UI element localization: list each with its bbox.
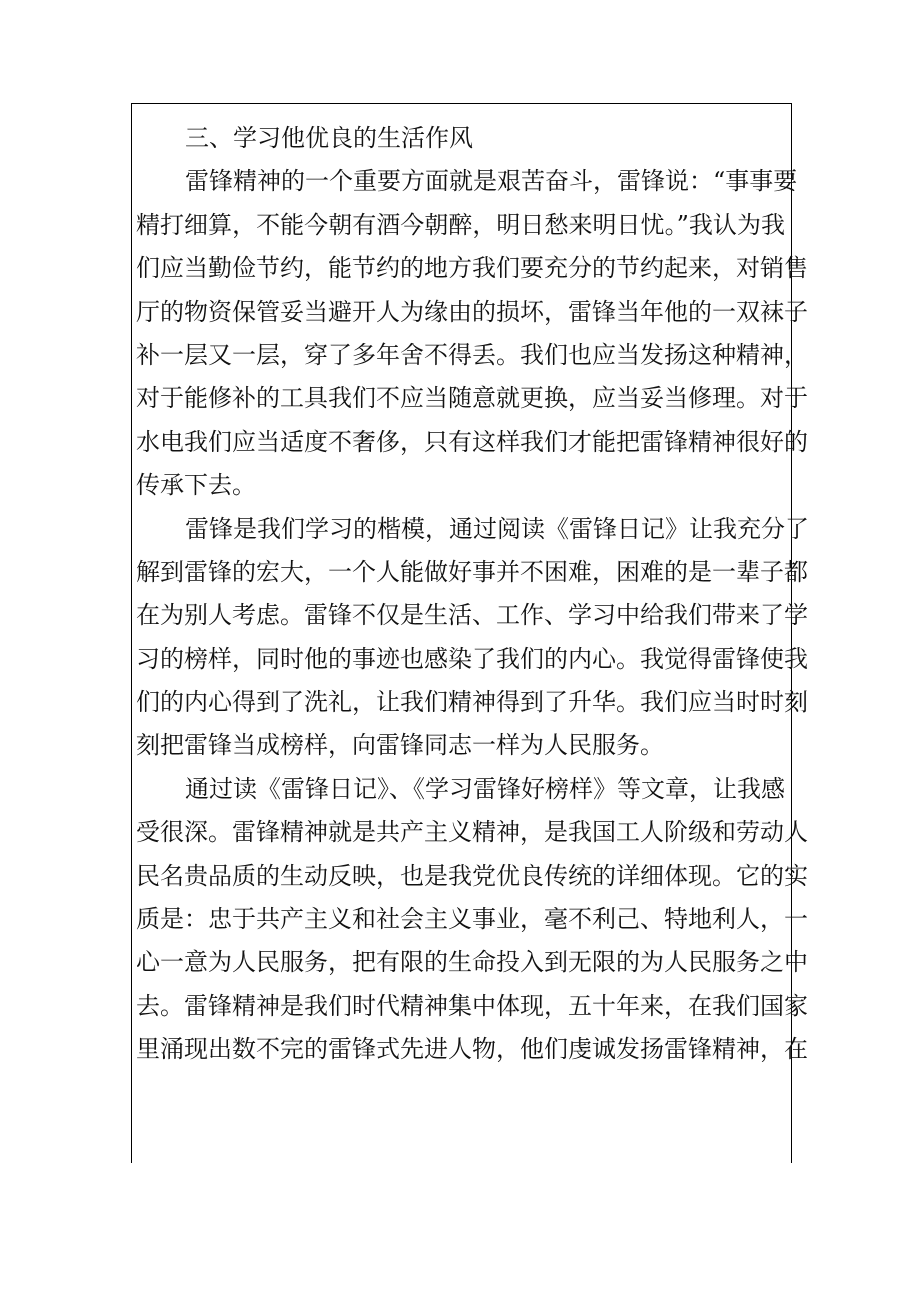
paragraph-2-line-4: 习的榜样，同时他的事迹也感染了我们的内心。我觉得雷锋使我 <box>136 644 808 673</box>
paragraph-2-line-6: 刻把雷锋当成榜样，向雷锋同志一样为人民服务。 <box>136 731 664 760</box>
document-frame <box>131 103 809 1163</box>
paragraph-3-line-2: 受很深。雷锋精神就是共产主义精神，是我国工人阶级和劳动人 <box>136 818 808 847</box>
paragraph-1-line-8: 传承下去。 <box>136 471 256 500</box>
paragraph-2-line-3: 在为别人考虑。雷锋不仅是生活、工作、学习中给我们带来了学 <box>136 601 808 630</box>
document-body <box>136 117 809 1072</box>
paragraph-3-line-5: 心一意为人民服务，把有限的生命投入到无限的为人民服务之中 <box>136 948 808 977</box>
paragraph-3-line-1: 通过读《雷锋日记》、《学习雷锋好榜样》等文章，让我感 <box>185 774 785 803</box>
paragraph-1-line-7: 水电我们应当适度不奢侈，只有这样我们才能把雷锋精神很好的 <box>136 427 808 456</box>
paragraph-3-line-7: 里涌现出数不完的雷锋式先进人物，他们虔诚发扬雷锋精神，在 <box>136 1035 808 1064</box>
paragraph-2-line-1: 雷锋是我们学习的楷模，通过阅读《雷锋日记》让我充分了 <box>185 514 809 543</box>
paragraph-1-line-3: 们应当勤俭节约，能节约的地方我们要充分的节约起来，对销售 <box>136 254 808 283</box>
paragraph-1-line-2: 精打细算，不能今朝有酒今朝醉，明日愁来明日忧。”我认为我 <box>136 210 785 239</box>
paragraph-2-line-2: 解到雷锋的宏大，一个人能做好事并不困难，困难的是一辈子都 <box>136 557 808 586</box>
paragraph-1-line-4: 厅的物资保管妥当避开人为缘由的损坏，雷锋当年他的一双袜子 <box>136 297 808 326</box>
section-heading: 三、学习他优良的生活作风 <box>185 124 473 152</box>
paragraph-1-line-6: 对于能修补的工具我们不应当随意就更换，应当妥当修理。对于 <box>136 384 808 413</box>
paragraph-3-line-3: 民名贵品质的生动反映，也是我党优良传统的详细体现。它的实 <box>136 861 808 890</box>
paragraph-1-line-1: 雷锋精神的一个重要方面就是艰苦奋斗，雷锋说：“事事要 <box>185 167 798 196</box>
paragraph-1-line-5: 补一层又一层，穿了多年舍不得丢。我们也应当发扬这种精神， <box>136 340 808 369</box>
paragraph-3-line-4: 质是：忠于共产主义和社会主义事业，毫不利己、特地利人，一 <box>136 905 808 934</box>
paragraph-3-line-6: 去。雷锋精神是我们时代精神集中体现，五十年来，在我们国家 <box>136 991 808 1020</box>
paragraph-2-line-5: 们的内心得到了洗礼，让我们精神得到了升华。我们应当时时刻 <box>136 688 808 717</box>
